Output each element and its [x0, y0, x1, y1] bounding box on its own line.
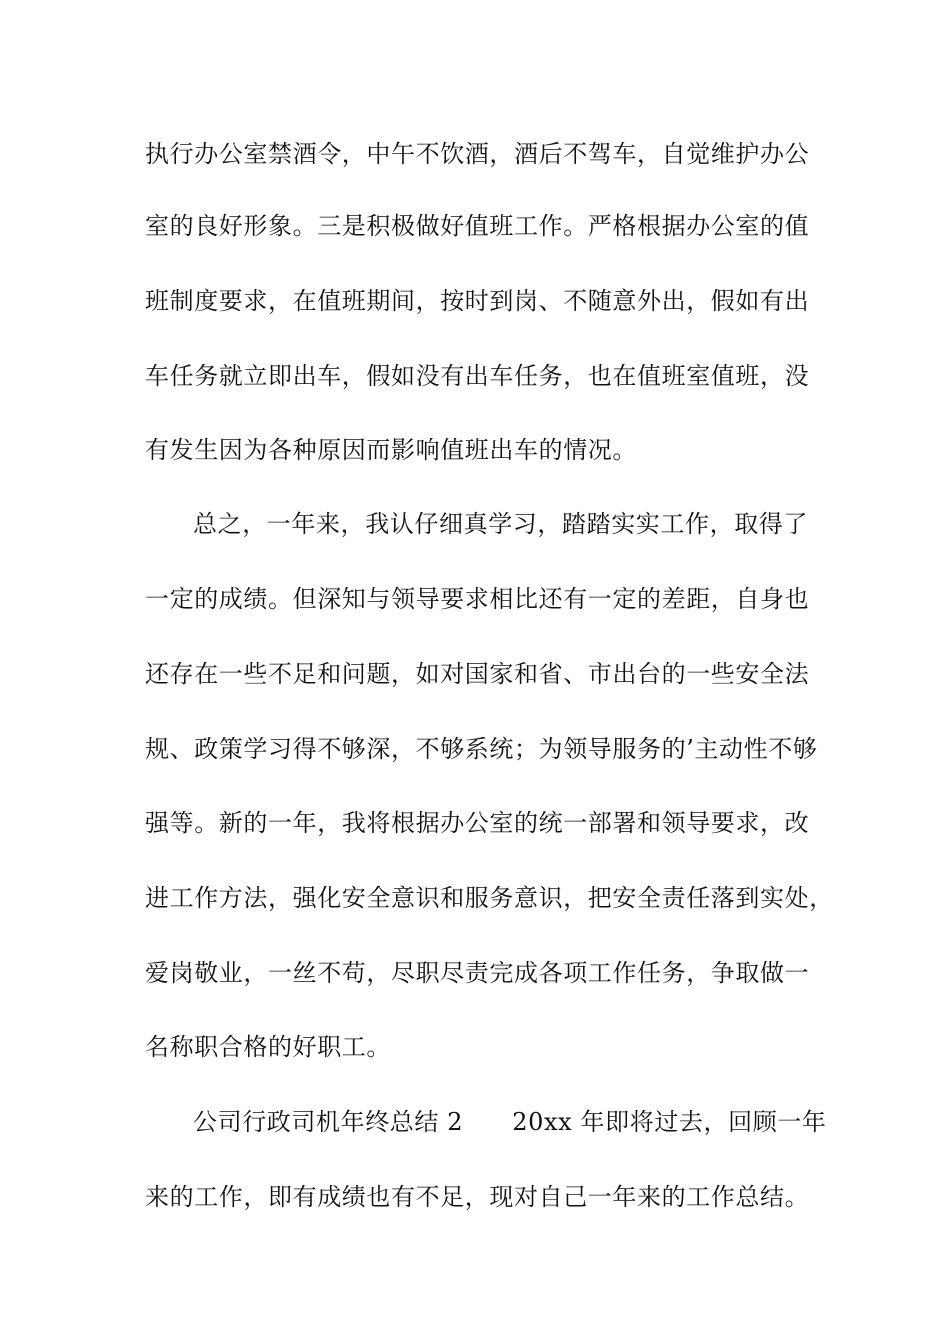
text-line: 还存在一些不足和问题，如对国家和省、市出台的一些安全法 [145, 660, 810, 688]
text-line: 执行办公室禁酒令，中午不饮酒，酒后不驾车，自觉维护办公 [145, 140, 810, 168]
text-line: 班制度要求，在值班期间，按时到岗、不随意外出，假如有出 [145, 287, 810, 315]
text-line: 爱岗敬业，一丝不苟，尽职尽责完成各项工作任务，争取做一 [145, 959, 810, 987]
text-line: 室的良好形象。三是积极做好值班工作。严格根据办公室的值 [145, 212, 810, 240]
section-heading-line: 公司行政司机年终总结 2 20xx 年即将过去，回顾一年 [193, 1108, 827, 1136]
text-line: 强等。新的一年，我将根据办公室的统一部署和领导要求，改 [145, 809, 810, 837]
text-line: 一定的成绩。但深知与领导要求相比还有一定的差距，自身也 [145, 585, 810, 613]
paragraph-first-line: 总之，一年来，我认仔细真学习，踏踏实实工作，取得了 [193, 510, 808, 538]
text-line: 车任务就立即出车，假如没有出车任务，也在值班室值班，没 [145, 362, 810, 390]
text-line: 来的工作，即有成绩也有不足，现对自己一年来的工作总结。 [145, 1183, 810, 1211]
text-line: 规、政策学习得不够深，不够系统；为领导服务的’主动性不够 [145, 735, 818, 763]
text-line: 名称职合格的好职工。 [145, 1033, 391, 1061]
text-line: 有发生因为各种原因而影响值班出车的情况。 [145, 436, 637, 464]
text-line: 进工作方法，强化安全意识和服务意识，把安全责任落到实处， [145, 884, 834, 912]
